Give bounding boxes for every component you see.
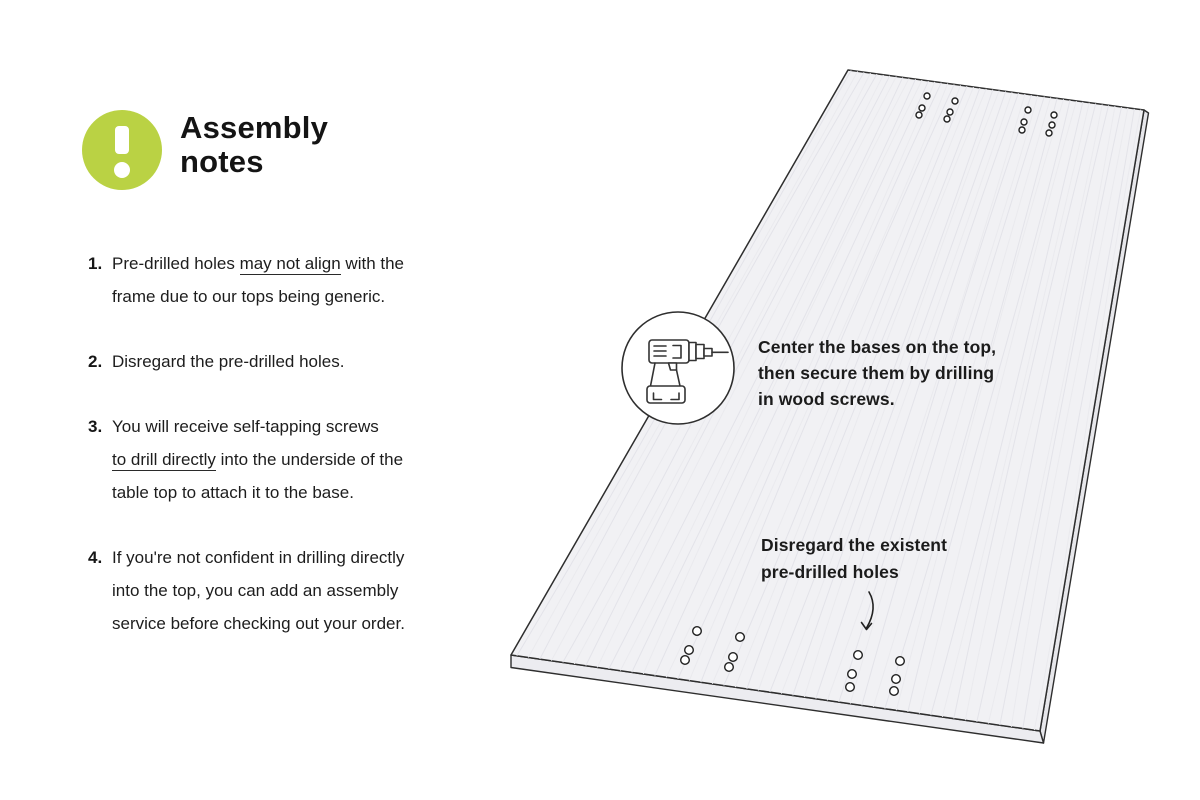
- note-text: Disregard the pre-drilled holes.: [112, 352, 345, 371]
- note-number: 2.: [88, 352, 103, 371]
- pre-drilled-hole: [1021, 119, 1027, 125]
- pre-drilled-hole: [1046, 130, 1052, 136]
- pre-drilled-hole: [693, 627, 702, 636]
- pre-drilled-hole: [952, 98, 958, 104]
- pre-drilled-hole: [685, 646, 694, 655]
- pre-drilled-hole: [924, 93, 930, 99]
- note-number: 4.: [88, 548, 103, 567]
- holes-callout-line: pre-drilled holes: [761, 562, 899, 582]
- holes-callout-line: Disregard the existent: [761, 535, 948, 555]
- page-title-line2: notes: [180, 144, 264, 179]
- drill-callout-line: in wood screws.: [758, 389, 895, 409]
- pre-drilled-hole: [729, 653, 738, 662]
- pre-drilled-hole: [1025, 107, 1031, 113]
- note-text: You will receive self-tapping screws to drill directly into the underside of the table top to attach it to the base.: [112, 417, 404, 502]
- drill-callout-line: then secure them by drilling: [758, 363, 995, 383]
- pre-drilled-hole: [736, 633, 745, 642]
- drill-callout: [758, 334, 996, 412]
- pre-drilled-hole: [1049, 122, 1055, 128]
- pre-drilled-hole: [725, 663, 734, 672]
- pre-drilled-hole: [944, 116, 950, 122]
- pre-drilled-hole: [1019, 127, 1025, 133]
- note-number: 1.: [88, 254, 103, 273]
- pre-drilled-hole: [892, 675, 901, 684]
- pre-drilled-hole: [848, 670, 857, 679]
- pre-drilled-hole: [854, 651, 863, 660]
- pre-drilled-hole: [919, 105, 925, 111]
- pre-drilled-hole: [896, 657, 905, 666]
- note-number: 3.: [88, 417, 103, 436]
- pre-drilled-hole: [947, 109, 953, 115]
- pre-drilled-hole: [890, 687, 899, 696]
- pre-drilled-hole: [681, 656, 690, 665]
- note-text: If you're not confident in drilling directly into the top, you can add an assembly service before checking out your order.: [112, 548, 405, 633]
- note-text: Pre-drilled holes may not align with the frame due to our tops being generic.: [112, 254, 404, 306]
- drill-badge-circle: [622, 312, 734, 424]
- pre-drilled-hole: [1051, 112, 1057, 118]
- holes-callout: [761, 532, 947, 586]
- pre-drilled-hole: [916, 112, 922, 118]
- page-title-line1: Assembly: [180, 110, 329, 145]
- drill-callout-line: Center the bases on the top,: [758, 337, 997, 357]
- pre-drilled-hole: [846, 683, 855, 692]
